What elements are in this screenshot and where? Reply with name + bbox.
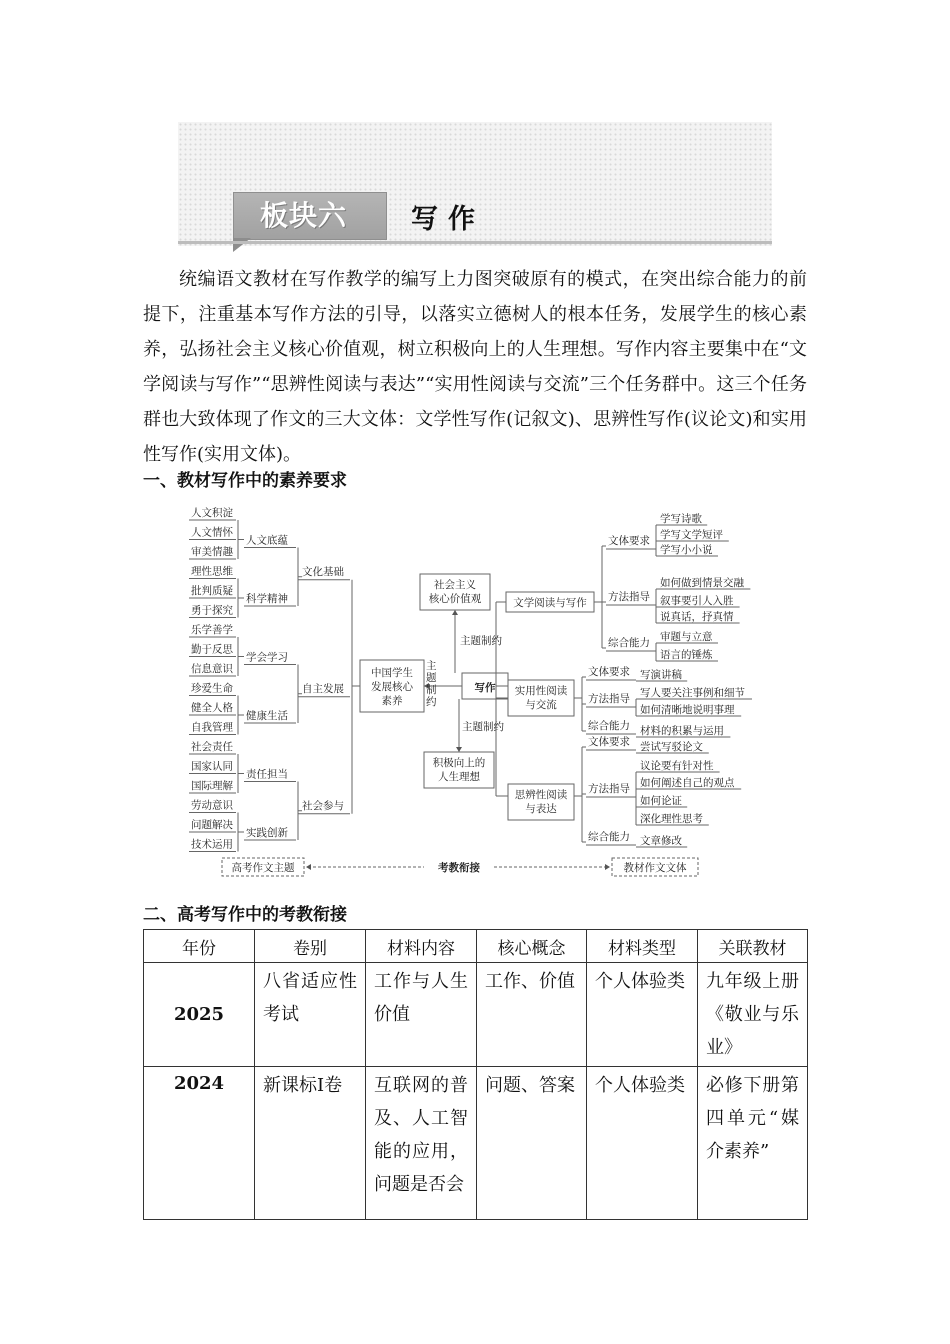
leaf-label: 批判质疑 <box>191 585 233 597</box>
mid-label: 学会学习 <box>246 651 288 664</box>
section-banner <box>178 122 772 246</box>
banner-rule <box>178 241 772 244</box>
leaf-label: 社会责任 <box>191 741 233 753</box>
arrow-head <box>605 864 610 870</box>
sub-item-label: 语言的锤炼 <box>660 649 713 661</box>
core-literacy-label: 发展核心 <box>371 681 413 693</box>
sub-item-label: 写人要关注事例和细节 <box>640 687 745 699</box>
cell-textbook: 九年级上册《敬业与乐业》 <box>698 963 808 1067</box>
link-char: 约 <box>426 696 437 708</box>
leaf-label: 理性思维 <box>191 565 233 578</box>
top-label: 自主发展 <box>302 682 344 695</box>
sub-item-label: 叙事要引人入胜 <box>660 595 734 607</box>
link-char: 制 <box>426 684 437 696</box>
sub-item-label: 如何论证 <box>640 795 682 807</box>
theme-link-label: 主题制约 <box>462 721 504 733</box>
footer-mid-label: 考教衔接 <box>438 862 480 874</box>
cell-paper: 八省适应性考试 <box>255 963 366 1067</box>
literacy-mind-map <box>178 498 772 884</box>
leaf-label: 人文情怀 <box>191 526 233 539</box>
cell-textbook: 必修下册第四单元“媒介素养” <box>698 1067 808 1220</box>
column-header: 卷别 <box>255 930 366 963</box>
section-heading-1: 一、教材写作中的素养要求 <box>143 471 347 491</box>
table-row <box>144 963 808 1067</box>
mid-label: 实践创新 <box>246 827 288 839</box>
mid-label: 人文底蕴 <box>246 534 288 547</box>
top-label: 文化基础 <box>302 565 344 578</box>
column-header: 核心概念 <box>477 930 587 963</box>
mid-label: 科学精神 <box>246 593 288 605</box>
leaf-label: 人文积淀 <box>191 507 233 519</box>
values-label: 社会主义 <box>434 579 476 591</box>
intro-paragraph: 统编语文教材在写作教学的编写上力图突破原有的模式，在突出综合能力的前提下，注重基本写作方法的引导，以落实立德树人的根本任务，发展学生的核心素养，弘扬社会主义核心价值观，树立积极向上的人生理想。写作内容主要集中在“文学阅读与写作”“思辨性阅读与表达”“实用性阅读与交流”三个任务群中。这三个任务群也大致体现了作文的三大文体：文学性写作(记叙文)、思辨性写作(议论文)和实用性写作(实用文体)。 <box>143 269 807 465</box>
sub-item-label: 学写小小说 <box>660 544 713 556</box>
branch-title: 文学阅读与写作 <box>513 597 587 609</box>
table-row <box>144 1067 808 1220</box>
cell-concept: 工作、价值 <box>477 963 587 1067</box>
branch-title: 与表达 <box>525 803 557 815</box>
leaf-label: 国家认同 <box>191 760 233 773</box>
cell-type: 个人体验类 <box>587 1067 698 1220</box>
requirement-label: 方法指导 <box>608 591 650 603</box>
sub-item-label: 尝试写驳论文 <box>640 741 703 753</box>
leaf-label: 技术运用 <box>191 838 233 851</box>
exam-link-table <box>143 929 808 1220</box>
banner-plate: 板块六 <box>233 192 387 240</box>
column-header: 年份 <box>144 930 255 963</box>
core-literacy-label: 中国学生 <box>371 667 413 679</box>
branch-title: 与交流 <box>525 699 557 711</box>
leaf-label: 国际理解 <box>191 780 233 792</box>
cell-material: 互联网的普及、人工智能的应用，问题是否会 <box>366 1067 477 1220</box>
leaf-label: 劳动意识 <box>191 799 233 812</box>
ideal-label: 积极向上的 <box>432 757 486 769</box>
cell-concept: 问题、答案 <box>477 1067 587 1220</box>
cell-material: 工作与人生价值 <box>366 963 477 1067</box>
arrow-head <box>456 747 462 752</box>
cell-year: 2024 <box>144 1067 255 1220</box>
leaf-label: 勇于探究 <box>191 604 233 617</box>
requirement-label: 文体要求 <box>588 666 630 678</box>
sub-item-label: 如何清晰地说明事理 <box>640 704 735 716</box>
sub-item-label: 写演讲稿 <box>640 669 682 681</box>
column-header: 材料内容 <box>366 930 477 963</box>
requirement-label: 综合能力 <box>608 637 650 649</box>
sub-item-label: 审题与立意 <box>660 631 713 643</box>
cell-paper: 新课标Ⅰ卷 <box>255 1067 366 1220</box>
leaf-label: 乐学善学 <box>191 624 233 636</box>
column-header: 关联教材 <box>698 930 808 963</box>
requirement-label: 文体要求 <box>608 535 650 547</box>
top-label: 社会参与 <box>302 799 344 812</box>
sub-item-label: 学写文学短评 <box>660 529 723 541</box>
arrow-head <box>452 610 458 615</box>
link-char: 主 <box>426 660 437 672</box>
core-literacy-label: 素养 <box>381 695 403 707</box>
sub-item-label: 材料的积累与运用 <box>640 725 724 737</box>
branch-title: 思辨性阅读 <box>514 789 568 801</box>
leaf-label: 信息意识 <box>191 663 233 675</box>
requirement-label: 方法指导 <box>588 783 630 795</box>
values-label: 核心价值观 <box>428 593 482 605</box>
ideal-label: 人生理想 <box>438 771 480 783</box>
theme-link-label: 主题制约 <box>460 635 502 647</box>
sub-item-label: 说真话，抒真情 <box>660 611 734 623</box>
section-heading-2: 二、高考写作中的考教衔接 <box>143 905 347 925</box>
requirement-label: 方法指导 <box>588 693 630 705</box>
leaf-label: 审美情趣 <box>191 546 233 558</box>
sub-item-label: 文章修改 <box>640 835 682 847</box>
leaf-label: 勤于反思 <box>191 643 233 656</box>
link-char: 题 <box>426 672 437 684</box>
footer-right-label: 教材作文文体 <box>623 862 687 874</box>
footer-left-label: 高考作文主题 <box>231 862 295 874</box>
sub-item-label: 学写诗歌 <box>660 513 702 525</box>
column-header: 材料类型 <box>587 930 698 963</box>
leaf-label: 珍爱生命 <box>191 682 233 695</box>
requirement-label: 综合能力 <box>588 720 630 732</box>
cell-type: 个人体验类 <box>587 963 698 1067</box>
requirement-label: 综合能力 <box>588 831 630 843</box>
table-header-row <box>144 930 808 963</box>
requirement-label: 文体要求 <box>588 736 630 748</box>
mid-label: 健康生活 <box>246 710 288 722</box>
sub-item-label: 深化理性思考 <box>640 813 703 825</box>
mid-label: 责任担当 <box>246 768 288 781</box>
leaf-label: 问题解决 <box>191 819 233 831</box>
sub-item-label: 如何做到情景交融 <box>660 577 744 589</box>
sub-item-label: 议论要有针对性 <box>640 760 714 772</box>
leaf-label: 健全人格 <box>191 702 233 714</box>
branch-title: 实用性阅读 <box>514 685 568 697</box>
sub-item-label: 如何阐述自己的观点 <box>640 777 735 789</box>
center-label: 写作 <box>474 682 496 694</box>
cell-year: 2025 <box>144 963 255 1067</box>
leaf-label: 自我管理 <box>191 721 233 734</box>
banner-title: 写作 <box>411 204 485 235</box>
arrow-head <box>306 864 311 870</box>
